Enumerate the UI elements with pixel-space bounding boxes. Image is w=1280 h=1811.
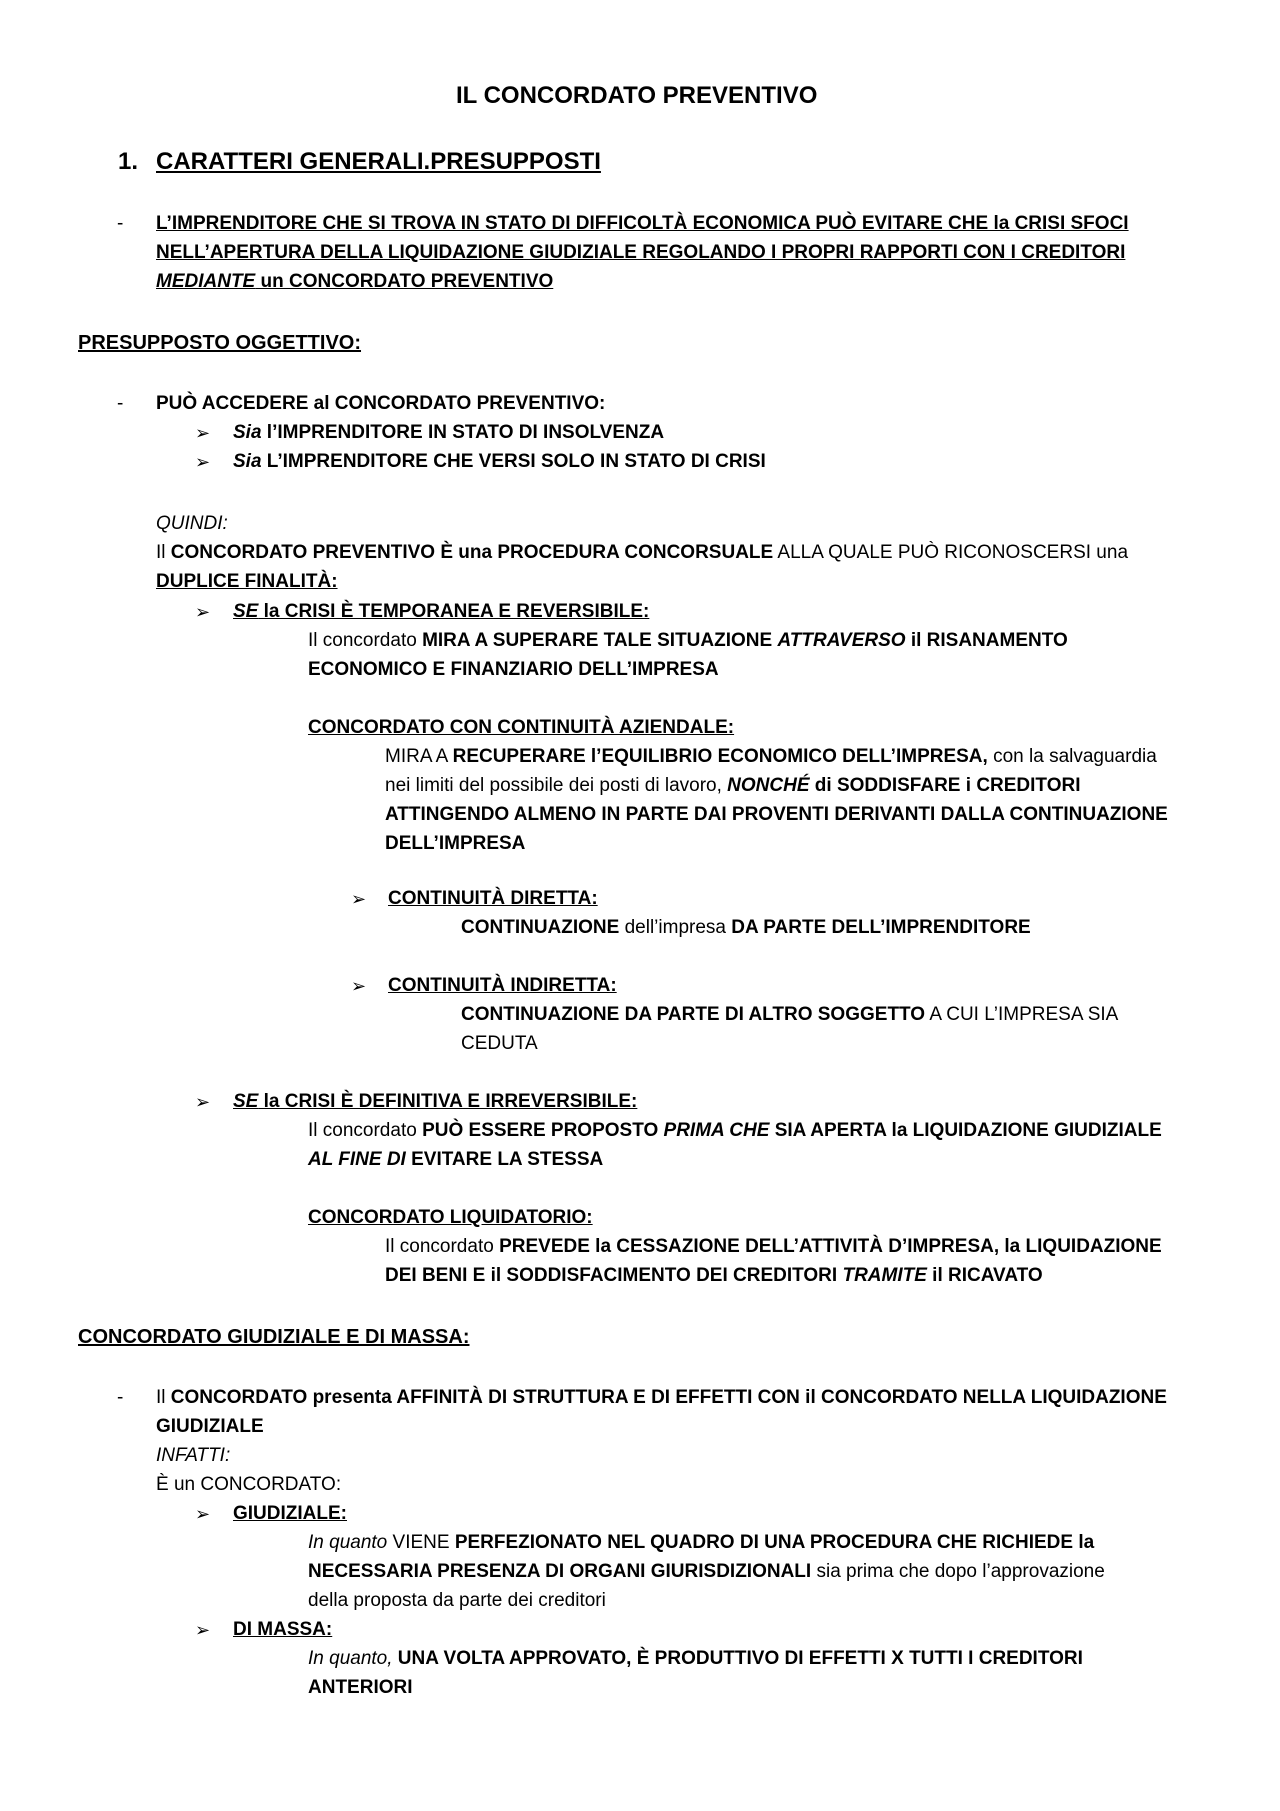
- text-bold-italic: AL FINE DI: [308, 1149, 406, 1170]
- text: Il concordato: [385, 1236, 500, 1257]
- text: ALLA QUALE PUÒ RICONOSCERSI una: [773, 542, 1129, 563]
- intro-line-1: L’IMPRENDITORE CHE SI TROVA IN STATO DI DIFFICOLTÀ ECONOMICA PUÒ EVITARE CHE la CRISI SFOCI: [156, 213, 1129, 234]
- sub-2-text: L’IMPRENDITORE CHE VERSI SOLO IN STATO DI CRISI: [261, 451, 766, 472]
- text-bold-italic: ATTRAVERSO: [777, 630, 906, 651]
- indiretta-label: CONTINUITÀ INDIRETTA:: [388, 975, 617, 996]
- presupposto-sub-1: [233, 421, 664, 445]
- text-bold: MIRA A SUPERARE TALE SITUAZIONE: [422, 630, 778, 651]
- text-bold: CONCORDATO PREVENTIVO È una PROCEDURA CONCORSUALE: [170, 542, 774, 563]
- arrow-bullet-icon: ➢: [195, 1504, 211, 1524]
- indiretta-line-2: CEDUTA: [461, 1033, 538, 1054]
- giudiziale-sub-line-3: della proposta da parte dei creditori: [308, 1590, 606, 1611]
- quindi-line-1: [156, 541, 1128, 565]
- arrow-bullet-icon: ➢: [195, 1092, 211, 1112]
- section-number: 1.: [118, 148, 139, 175]
- text: VIENE: [387, 1532, 455, 1553]
- text: Il: [156, 542, 171, 563]
- page-title: IL CONCORDATO PREVENTIVO: [456, 82, 818, 109]
- text-bold-italic: NONCHÉ: [727, 775, 810, 796]
- text: A CUI L’IMPRESA SIA: [925, 1004, 1119, 1025]
- arrow-bullet-icon: ➢: [351, 889, 367, 909]
- text-italic: In quanto,: [308, 1648, 393, 1669]
- arrow-bullet-icon: ➢: [351, 976, 367, 996]
- bullet-dash: -: [117, 1387, 124, 1408]
- continuita-heading: CONCORDATO CON CONTINUITÀ AZIENDALE:: [308, 717, 735, 738]
- arrow-bullet-icon: ➢: [195, 423, 211, 443]
- text-bold-italic: TRAMITE: [842, 1265, 927, 1286]
- sub-1-text: l’IMPRENDITORE IN STATO DI INSOLVENZA: [261, 422, 665, 443]
- text: Il concordato: [308, 1120, 423, 1141]
- continuita-line-2: [385, 774, 1080, 798]
- text: Il concordato: [308, 630, 423, 651]
- text-bold: NECESSARIA PRESENZA DI ORGANI GIURISDIZIONALI: [308, 1561, 812, 1582]
- sia-italic: Sia: [233, 451, 262, 472]
- text-bold: PREVEDE la CESSAZIONE DELL’ATTIVITÀ D’IMPRESA, la LIQUIDAZIONE: [499, 1236, 1162, 1257]
- text-bold: DEI BENI E il SODDISFACIMENTO DEI CREDITORI: [385, 1265, 843, 1286]
- massa-sub-line-1: [308, 1647, 1083, 1671]
- text-bold: DA PARTE DELL’IMPRENDITORE: [731, 917, 1031, 938]
- text-bold: RECUPERARE l’EQUILIBRIO ECONOMICO DELL’IMPRESA,: [452, 746, 988, 767]
- presupposto-heading: PRESUPPOSTO OGGETTIVO:: [78, 332, 362, 354]
- text: Il: [156, 1387, 171, 1408]
- infatti-label: INFATTI:: [156, 1445, 231, 1466]
- giudiziale-sub-label: GIUDIZIALE:: [233, 1503, 347, 1524]
- text-bold: CONTINUAZIONE DA PARTE DI ALTRO SOGGETTO: [461, 1004, 926, 1025]
- liquidatorio-line-2: [385, 1264, 1043, 1288]
- quindi-line-2: DUPLICE FINALITÀ:: [156, 571, 338, 592]
- text-bold: CONTINUAZIONE: [461, 917, 620, 938]
- diretta-line: [461, 916, 1031, 940]
- quindi-label: QUINDI:: [156, 513, 228, 534]
- intro-line-3: [156, 270, 553, 294]
- case-1-line-1: [308, 629, 1068, 653]
- continuita-line-1: [385, 745, 1157, 769]
- liquidatorio-line-1: [385, 1235, 1162, 1259]
- bullet-dash: -: [117, 213, 124, 234]
- giudiziale-heading: CONCORDATO GIUDIZIALE E DI MASSA:: [78, 1326, 470, 1348]
- e-un-concordato: È un CONCORDATO:: [156, 1474, 342, 1495]
- sia-italic: Sia: [233, 422, 262, 443]
- massa-sub-label: DI MASSA:: [233, 1619, 333, 1640]
- text: MIRA A: [385, 746, 453, 767]
- presupposto-bullet: PUÒ ACCEDERE al CONCORDATO PREVENTIVO:: [156, 393, 606, 414]
- arrow-bullet-icon: ➢: [195, 1620, 211, 1640]
- text-bold: PERFEZIONATO NEL QUADRO DI UNA PROCEDURA CHE RICHIEDE la: [454, 1532, 1095, 1553]
- giudiziale-line-1: [156, 1386, 1167, 1410]
- text-bold: PUÒ ESSERE PROPOSTO: [422, 1120, 664, 1141]
- text-italic: In quanto: [308, 1532, 388, 1553]
- giudiziale-sub-line-1: [308, 1531, 1094, 1555]
- massa-sub-line-2: ANTERIORI: [308, 1677, 413, 1698]
- case-1-text: la CRISI È TEMPORANEA E REVERSIBILE:: [258, 601, 650, 622]
- text-bold: UNA VOLTA APPROVATO, È PRODUTTIVO DI EFFETTI X TUTTI I CREDITORI: [392, 1648, 1083, 1669]
- text-bold: il RICAVATO: [926, 1265, 1043, 1286]
- indiretta-line-1: [461, 1003, 1118, 1027]
- case-2-line-1: [308, 1119, 1162, 1143]
- giudiziale-line-2: GIUDIZIALE: [156, 1416, 264, 1437]
- text: dell’impresa: [619, 917, 732, 938]
- bullet-dash: -: [117, 393, 124, 414]
- intro-mediante: MEDIANTE: [156, 271, 256, 292]
- continuita-line-4: DELL’IMPRESA: [385, 833, 526, 854]
- text-bold: di SODDISFARE i CREDITORI: [809, 775, 1081, 796]
- diretta-label: CONTINUITÀ DIRETTA:: [388, 888, 598, 909]
- text: sia prima che dopo l’approvazione: [811, 1561, 1105, 1582]
- text-bold-italic: PRIMA CHE: [663, 1120, 770, 1141]
- text-bold: il RISANAMENTO: [905, 630, 1068, 651]
- case-2-text: la CRISI È DEFINITIVA E IRREVERSIBILE:: [258, 1091, 638, 1112]
- text-bold: EVITARE LA STESSA: [405, 1149, 604, 1170]
- case-2-label: [233, 1090, 637, 1114]
- case-2-line-2: [308, 1148, 603, 1172]
- arrow-bullet-icon: ➢: [195, 452, 211, 472]
- case-1-label: [233, 600, 649, 624]
- case-1-line-2: ECONOMICO E FINANZIARIO DELL’IMPRESA: [308, 659, 719, 680]
- presupposto-sub-2: [233, 450, 766, 474]
- continuita-line-3: ATTINGENDO ALMENO IN PARTE DAI PROVENTI DERIVANTI DALLA CONTINUAZIONE: [385, 804, 1168, 825]
- se-italic: SE: [233, 1091, 259, 1112]
- intro-line-2: NELL’APERTURA DELLA LIQUIDAZIONE GIUDIZIALE REGOLANDO I PROPRI RAPPORTI CON I CREDITORI: [156, 242, 1126, 263]
- giudiziale-sub-line-2: [308, 1560, 1105, 1584]
- intro-line-3-rest: un CONCORDATO PREVENTIVO: [255, 271, 554, 292]
- liquidatorio-heading: CONCORDATO LIQUIDATORIO:: [308, 1207, 593, 1228]
- text: nei limiti del possibile dei posti di lavoro,: [385, 775, 728, 796]
- section-heading: CARATTERI GENERALI.PRESUPPOSTI: [156, 148, 601, 175]
- se-italic: SE: [233, 601, 259, 622]
- arrow-bullet-icon: ➢: [195, 602, 211, 622]
- text: con la salvaguardia: [987, 746, 1157, 767]
- text-bold: SIA APERTA la LIQUIDAZIONE GIUDIZIALE: [769, 1120, 1162, 1141]
- text-bold: CONCORDATO presenta AFFINITÀ DI STRUTTURA E DI EFFETTI CON il CONCORDATO NELLA LIQUIDAZIONE: [170, 1387, 1167, 1408]
